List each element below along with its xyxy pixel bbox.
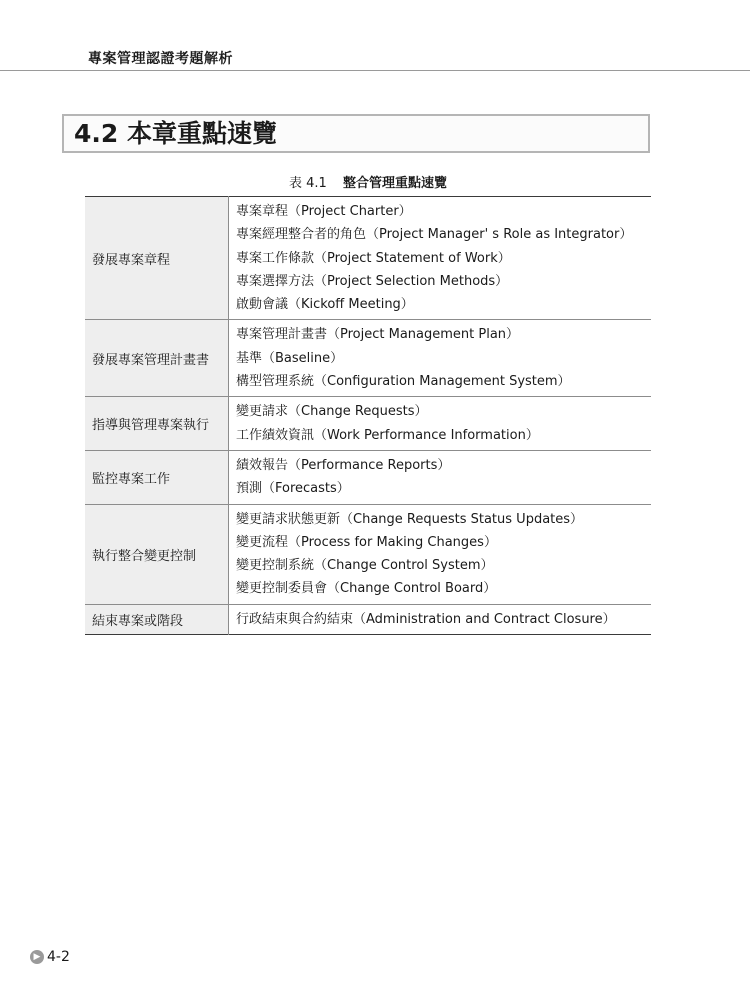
table-row [85, 604, 651, 634]
key-item: 專案管理計畫書（Project Management Plan） [236, 327, 520, 343]
process-name-cell: 指導與管理專案執行 [85, 397, 229, 451]
key-item: 變更控制委員會（Change Control Board） [236, 581, 497, 597]
key-item: 基準（Baseline） [236, 350, 344, 366]
table-row [85, 197, 651, 320]
table-row [85, 397, 651, 451]
process-name-cell: 執行整合變更控制 [85, 504, 229, 604]
section-heading-box [62, 114, 650, 153]
process-name-cell: 監控專案工作 [85, 450, 229, 504]
table-row [85, 320, 651, 397]
key-items-cell [229, 604, 652, 634]
key-item: 預測（Forecasts） [236, 481, 350, 497]
key-item: 變更流程（Process for Making Changes） [236, 534, 497, 550]
table-caption [85, 172, 651, 191]
header-divider [0, 70, 750, 71]
section-title: 4.2 本章重點速覽 [74, 119, 277, 148]
key-item: 變更請求狀態更新（Change Requests Status Updates） [236, 511, 584, 527]
page-footer [30, 949, 70, 965]
process-name-cell: 發展專案章程 [85, 197, 229, 320]
page-number: 4-2 [47, 949, 70, 965]
key-items-cell [229, 320, 652, 397]
running-header: 專案管理認證考題解析 [88, 51, 233, 67]
integration-summary-table [85, 196, 651, 635]
key-item: 專案選擇方法（Project Selection Methods） [236, 273, 509, 289]
key-item: 變更請求（Change Requests） [236, 404, 428, 420]
circle-arrow-icon: ▶ [30, 950, 44, 964]
table-body [85, 197, 651, 635]
process-name-cell: 發展專案管理計畫書 [85, 320, 229, 397]
table-row [85, 450, 651, 504]
key-item: 變更控制系統（Change Control System） [236, 558, 494, 574]
key-items-cell [229, 504, 652, 604]
key-item: 構型管理系統（Configuration Management System） [236, 374, 571, 390]
table-caption-number: 表 4.1 [289, 176, 327, 191]
key-items-cell [229, 197, 652, 320]
key-item: 工作績效資訊（Work Performance Information） [236, 427, 539, 443]
key-item: 績效報告（Performance Reports） [236, 457, 451, 473]
key-item: 專案經理整合者的角色（Project Manager' s Role as Integrator） [236, 227, 633, 243]
table-row [85, 504, 651, 604]
table-caption-title: 整合管理重點速覽 [342, 176, 447, 191]
key-item: 專案章程（Project Charter） [236, 204, 412, 219]
key-items-cell [229, 397, 652, 451]
key-items-cell [229, 450, 652, 504]
key-item: 啟動會議（Kickoff Meeting） [236, 297, 414, 313]
process-name-cell: 結束專案或階段 [85, 604, 229, 634]
key-item: 行政結束與合約結束（Administration and Contract Closure） [236, 611, 616, 627]
key-item: 專案工作條款（Project Statement of Work） [236, 250, 511, 266]
